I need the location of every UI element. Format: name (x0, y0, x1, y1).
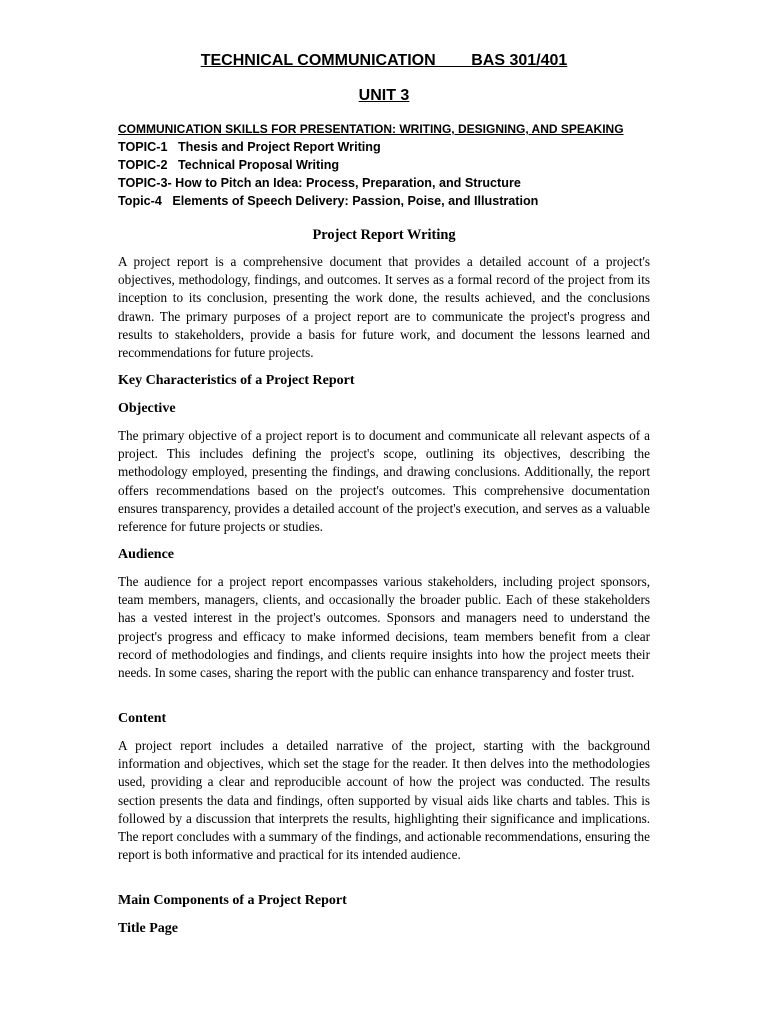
main-components-heading: Main Components of a Project Report (118, 893, 347, 908)
topic-item: TOPIC-1 Thesis and Project Report Writing (118, 140, 381, 154)
document-title: TECHNICAL COMMUNICATION BAS 301/401 (200, 52, 568, 69)
section-title: Project Report Writing (312, 227, 456, 243)
unit-heading: UNIT 3 (358, 87, 410, 104)
objective-paragraph: The primary objective of a project report is to document and communicate all relevant aspects of a project. This includes defining the project's scope, outlining its objectives, describing the methodology employed, presenting the findings, and drawing conclusions. Additionally, the report offers recommendations based on the project's outcomes. This comprehensive documentation ensures transparency, provides a detailed account of the project's execution, and serves as a valuable reference for future projects or studies. (118, 428, 650, 535)
topic-item: TOPIC-2 Technical Proposal Writing (118, 158, 340, 172)
topic-item: Topic-4 Elements of Speech Delivery: Passion, Poise, and Illustration (118, 194, 539, 208)
content-heading: Content (118, 711, 167, 726)
title-page-heading: Title Page (118, 921, 179, 936)
objective-heading: Objective (118, 401, 176, 416)
content-paragraph: A project report includes a detailed narrative of the project, starting with the background information and objectives, which set the stage for the reader. It then delves into the methodologies used, providing a clear and reproducible account of how the project was conducted. The results section presents the data and findings, often supported by visual aids like charts and tables. This is followed by a discussion that interprets the results, highlighting their significance and implications. The report concludes with a summary of the findings, and actionable recommendations, ensuring the report is both informative and practical for its intended audience. (118, 738, 650, 863)
intro-paragraph: A project report is a comprehensive document that provides a detailed account of a project's objectives, methodology, findings, and outcomes. It serves as a formal record of the project from its inception to its conclusion, presenting the work done, the results achieved, and the conclusions drawn. The primary purposes of a project report are to communicate the project's progress and results to stakeholders, provide a basis for future work, and document the lessons learned and recommendations for future projects. (118, 254, 650, 361)
topics-block (118, 121, 678, 210)
audience-paragraph: The audience for a project report encompasses various stakeholders, including project sponsors, team members, managers, clients, and occasionally the broader public. Each of these stakeholders has a vested interest in the project's outcomes. Sponsors and managers need to understand the project's progress and efficacy to make informed decisions, team members benefit from a clear record of methodologies and findings, and clients require insights into how the project meets their needs. In some cases, sharing the report with the public can enhance transparency and foster trust. (118, 574, 650, 681)
key-characteristics-heading: Key Characteristics of a Project Report (118, 373, 355, 388)
audience-heading: Audience (118, 547, 174, 562)
topic-item: TOPIC-3- How to Pitch an Idea: Process, Preparation, and Structure (118, 176, 521, 190)
topics-heading: COMMUNICATION SKILLS FOR PRESENTATION: WRITING, DESIGNING, AND SPEAKING (118, 122, 624, 136)
